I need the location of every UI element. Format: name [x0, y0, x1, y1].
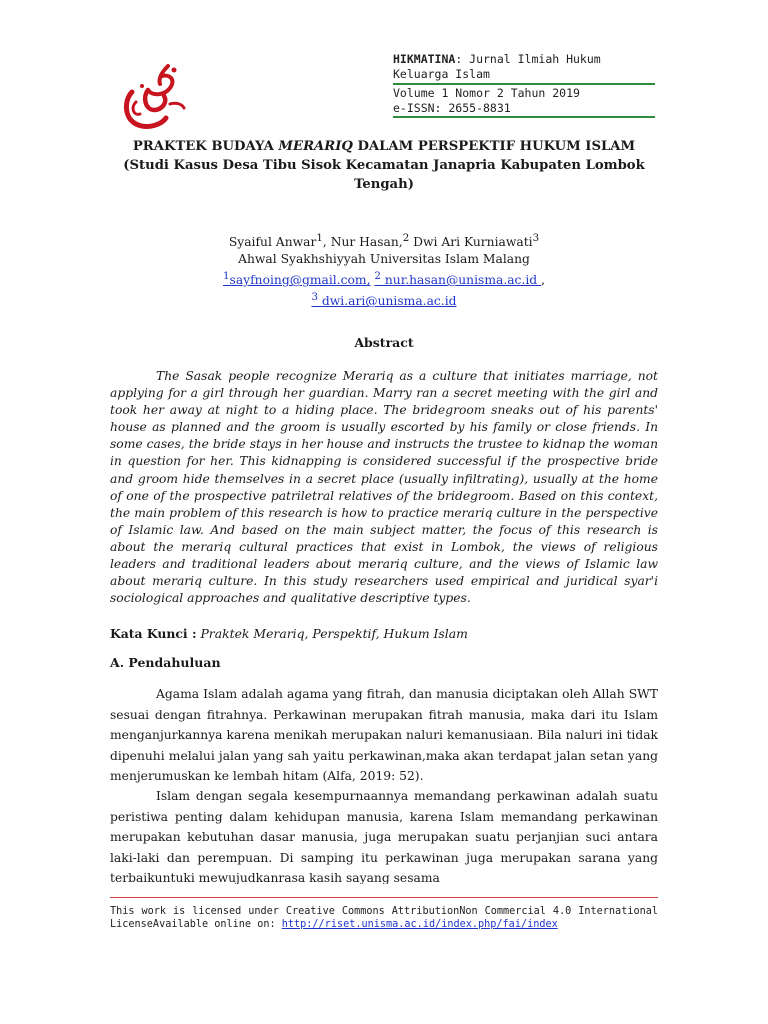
title-line-2: (Studi Kasus Desa Tibu Sisok Kecamatan Janapria Kabupaten Lombok [123, 158, 645, 173]
journal-name: HIKMATINA [393, 52, 456, 66]
paragraph-2: Islam dengan segala kesempurnaannya memandang perkawinan adalah suatu peristiwa penting dalam kehidupan manusia, karena Islam memandang perkawinan merupakan kebutuhan dasar manusia, juga merupakan suatu perjanjian suci antara laki-laki dan perempuan. Di samping itu perkawinan juga merupakan sarana yang terbaikuntuki mewujudkanrasa kasih sayang sesama [110, 789, 658, 884]
title-line-1 [100, 137, 668, 156]
title-suffix: DALAM PERSPEKTIF HUKUM ISLAM [352, 139, 636, 154]
author-block [120, 230, 648, 310]
email-link-3[interactable] [311, 291, 457, 309]
footer-rule [110, 897, 658, 898]
abstract-heading: Abstract [354, 335, 414, 350]
journal-subtitle: : Jurnal Ilmiah Hukum [455, 52, 601, 66]
email-2-text: nur.hasan@unisma.ac.id [380, 273, 542, 288]
license-text: This work is licensed under Creative Commons AttributionNon Commercial 4.0 International LicenseAvailable online on: [110, 906, 658, 930]
title-line-3: Tengah) [354, 177, 414, 192]
section-heading: A. Pendahuluan [110, 655, 221, 670]
author-emails-line-1 [120, 268, 648, 289]
abstract-indent [110, 369, 156, 383]
header-rule-bottom [393, 116, 655, 118]
journal-volume: Volume 1 Nomor 2 Tahun 2019 [393, 86, 580, 100]
email-3-text: dwi.ari@unisma.ac.id [318, 294, 457, 309]
email-2-sup: 2 [374, 270, 381, 283]
email-link-2[interactable] [374, 270, 542, 288]
journal-logo [118, 62, 190, 132]
header-rule-top [393, 83, 655, 85]
paper-title [100, 137, 668, 194]
keywords [110, 626, 468, 641]
journal-subtitle-2: Keluarga Islam [393, 67, 490, 81]
keywords-label: Kata Kunci : [110, 626, 197, 641]
journal-issn: e-ISSN: 2655-8831 [393, 101, 511, 115]
author-3: Dwi Ari Kurniawati [409, 235, 533, 250]
arabic-calligraphy-logo-icon [118, 62, 190, 132]
author-1: Syaiful Anwar [228, 235, 317, 250]
footer-license [110, 905, 658, 931]
author-2-sup: 2 [402, 232, 410, 244]
email-1-text: sayfnoing@gmail.com, [229, 273, 371, 288]
author-emails-line-2 [120, 289, 648, 310]
email-1-sup: 1 [222, 270, 230, 283]
journal-header [393, 52, 601, 82]
email-link-1[interactable] [222, 270, 371, 288]
title-italic: MERARIQ [278, 139, 353, 154]
abstract-body: The Sasak people recognize Merariq as a culture that initiates marriage, not applying for a girl through her guardian. Marry ran a secret meeting with the girl and took her away at night to a hiding place. The bridegroom sneaks out of his parents' house as planned and the groom is usually escorted by his family or close friends. In some cases, the bride stays in her house and instructs the trustee to kidnap the woman in question for her. This kidnapping is considered successful if the prospective bride and groom hide themselves in a secret place (usually infiltrating), usually at the home of one of the prospective patriletral relatives of the bridegroom. Based on this context, the main problem of this research is how to practice merariq culture in the perspective of Islamic law. And based on the main subject matter, the focus of this research is about the merariq cultural practices that exist in Lombok, the views of religious leaders and traditional leaders about merariq culture, and the views of Islamic law about merariq culture. In this study researchers used empirical and juridical syar'i sociological approaches and qualitative descriptive types. [110, 369, 658, 606]
journal-title-line [393, 52, 601, 67]
title-prefix: PRAKTEK BUDAYA [132, 139, 279, 154]
author-affiliation: Ahwal Syakhshiyyah Universitas Islam Malang [238, 252, 530, 267]
keywords-value: Praktek Merariq, Perspektif, Hukum Islam [196, 626, 468, 641]
paragraph-1: Agama Islam adalah agama yang fitrah, dan manusia diciptakan oleh Allah SWT sesuai dengan fitrahnya. Perkawinan merupakan fitrah manusia, maka dari itu Islam menganjurkannya karena menikah merupakan naluri kemanusiaan. Bila naluri ini tidak dipenuhi melalui jalan yang sah yaitu perkawinan,maka akan terdapat jalan setan yang menjerumuskan ke lembah hitam (Alfa, 2019: 52). [110, 687, 658, 783]
abstract-text [110, 368, 658, 607]
journal-volume-block [393, 86, 580, 116]
author-names [120, 230, 648, 251]
footer-link[interactable]: http://riset.unisma.ac.id/index.php/fai/index [281, 919, 558, 930]
author-2: , Nur Hasan, [322, 235, 403, 250]
author-3-sup: 3 [532, 232, 540, 244]
email-separator: , [541, 273, 545, 288]
email-3-sup: 3 [311, 291, 318, 304]
author-1-sup: 1 [316, 232, 323, 244]
